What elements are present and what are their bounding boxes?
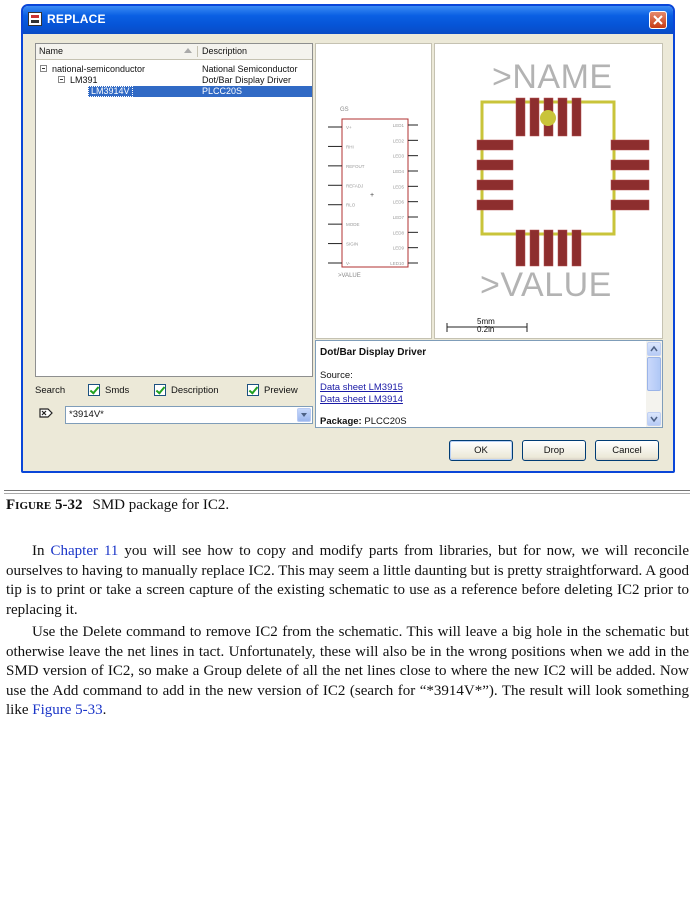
cancel-button[interactable]: Cancel (595, 440, 659, 461)
pin1-marker (540, 110, 556, 126)
symbol-pin-label: LED2 (392, 138, 404, 144)
symbol-pin-label: V+ (346, 125, 352, 130)
symbol-pin-label: LED9 (392, 245, 404, 251)
package-name-text: >NAME (492, 58, 613, 96)
figure-caption (6, 497, 229, 514)
chevron-down-icon[interactable] (297, 408, 311, 422)
symbol-pin-label: LED10 (390, 261, 404, 266)
symbol-pin-label: LED7 (392, 215, 404, 220)
figure-link[interactable]: Figure 5-33 (32, 702, 103, 718)
collapse-icon[interactable] (40, 65, 47, 72)
tree-row-library[interactable] (36, 64, 312, 75)
close-button[interactable] (649, 11, 667, 29)
figure-label: Figure 5-32 (6, 497, 83, 513)
chapter-link[interactable]: Chapter 11 (50, 543, 119, 559)
vertical-scrollbar[interactable] (646, 341, 662, 427)
filter-icon[interactable] (39, 408, 53, 418)
symbol-pin-label: LED5 (392, 184, 404, 190)
scroll-down-icon[interactable] (647, 412, 661, 426)
symbol-pin-label: LED3 (392, 153, 404, 159)
smd-pad (558, 230, 567, 266)
tree-row-variant-selected[interactable] (88, 86, 312, 97)
scale-in-label: 0.2in (477, 325, 495, 334)
datasheet-link-lm3914[interactable]: Data sheet LM3914 (320, 394, 403, 405)
tree-row-description: PLCC20S (202, 86, 243, 96)
smd-pad (477, 200, 513, 210)
tree-row-description: National Semiconductor (202, 64, 298, 74)
info-source-label: Source: (320, 370, 353, 381)
title-bar[interactable] (23, 6, 673, 34)
smd-pad (572, 98, 581, 136)
smd-pad (611, 160, 649, 170)
schematic-symbol (316, 44, 432, 339)
smd-pad (477, 180, 513, 190)
tree-row-name: LM3914V (88, 86, 133, 97)
symbol-name-label: GS (340, 107, 349, 113)
symbol-pin-label: LED8 (392, 230, 404, 236)
column-header-description[interactable]: Description (202, 46, 248, 56)
smd-pad (558, 98, 567, 136)
smd-pad (530, 98, 539, 136)
info-package-label: Package: (320, 416, 362, 427)
caption-rule (4, 493, 690, 494)
column-header-name[interactable]: Name (39, 46, 64, 56)
description-label[interactable]: Description (171, 385, 219, 396)
smd-pad (477, 140, 513, 150)
tree-row-name: national-semiconductor (52, 64, 146, 74)
smd-pads (477, 98, 649, 266)
body-paragraph (6, 542, 689, 620)
smd-pad (544, 230, 553, 266)
tree-row-device[interactable] (36, 75, 312, 86)
caption-rule (4, 490, 690, 491)
description-checkbox[interactable] (154, 384, 166, 396)
smd-pad (516, 98, 525, 136)
search-input-value: *3914V* (69, 409, 104, 420)
smd-pad (572, 230, 581, 266)
collapse-icon[interactable] (58, 76, 65, 83)
symbol-pin-label: V- (346, 261, 351, 266)
symbol-pin-label: MODE (346, 222, 360, 228)
figure-caption-text: SMD package for IC2. (92, 497, 230, 513)
ok-button[interactable]: OK (449, 440, 513, 461)
smd-pad (611, 180, 649, 190)
symbol-value-label: >VALUE (338, 273, 361, 279)
body-paragraph (6, 623, 689, 721)
column-separator[interactable] (197, 46, 198, 57)
paragraph-text: Use the Delete command to remove IC2 from the schematic. This will leave a big hole in the schematic but otherwise leave the net lines in tact. Unfortunately, these will also be in the wrong positions when we add in the SMD version of IC2, so make a Group delete of all the net lines close to where the new IC2 will be added. Now use the Add command to add in the new version of IC2 (search for “*3914V*”). The result will look something like (6, 624, 689, 718)
symbol-pin-label: REFOUT (346, 163, 365, 169)
symbol-pin-label: RHI (346, 144, 354, 150)
symbol-pin-label: LED6 (392, 199, 404, 205)
library-tree[interactable] (35, 43, 313, 377)
info-heading: Dot/Bar Display Driver (320, 347, 427, 358)
scrollbar-thumb[interactable] (647, 357, 661, 391)
paragraph-text: . (102, 702, 107, 718)
smd-pad (611, 200, 649, 210)
preview-label[interactable]: Preview (264, 385, 298, 396)
info-package-value: PLCC20S (361, 416, 407, 427)
symbol-pin-label: LED1 (392, 123, 404, 128)
smd-pad (477, 160, 513, 170)
search-input[interactable] (65, 406, 313, 424)
package-preview (434, 43, 663, 339)
sort-ascending-icon (184, 48, 192, 53)
app-icon (28, 12, 42, 26)
tree-row-name: LM391 (70, 75, 98, 85)
replace-dialog (21, 4, 675, 473)
search-label: Search (35, 385, 66, 396)
dialog-title: REPLACE (47, 12, 106, 26)
drop-button[interactable]: Drop (522, 440, 586, 461)
close-icon (653, 15, 663, 25)
symbol-pin-label: REFADJ (346, 183, 364, 189)
symbol-pin-label: RLO (346, 202, 356, 208)
symbol-preview (315, 43, 432, 339)
scale-mm-label: 5mm (477, 317, 495, 326)
scroll-up-icon[interactable] (647, 342, 661, 356)
smds-label[interactable]: Smds (105, 385, 130, 396)
symbol-origin-mark: + (370, 192, 375, 199)
smds-checkbox[interactable] (88, 384, 100, 396)
preview-checkbox[interactable] (247, 384, 259, 396)
smd-pad (530, 230, 539, 266)
datasheet-link-lm3915[interactable]: Data sheet LM3915 (320, 382, 403, 393)
paragraph-text: In (32, 543, 51, 559)
symbol-pin-label: SIGIN (346, 241, 359, 247)
symbol-pin-label: LED4 (392, 169, 404, 174)
info-package (320, 416, 407, 427)
smd-pad (611, 140, 649, 150)
smd-pad (516, 230, 525, 266)
paragraph-text: you will see how to copy and modify parts from libraries, but for now, we will reconcile ourselves to having to manually replace IC2. This may seem a little daunting but is pretty straightforward. A good tip is to print or take a screen capture of the existing schematic to use as a reference before deleting IC2 prior to replacing it. (6, 543, 689, 618)
device-info-panel[interactable] (315, 340, 663, 428)
tree-header (36, 44, 312, 60)
package-value-text: >VALUE (480, 266, 612, 304)
tree-row-description: Dot/Bar Display Driver (202, 75, 292, 85)
